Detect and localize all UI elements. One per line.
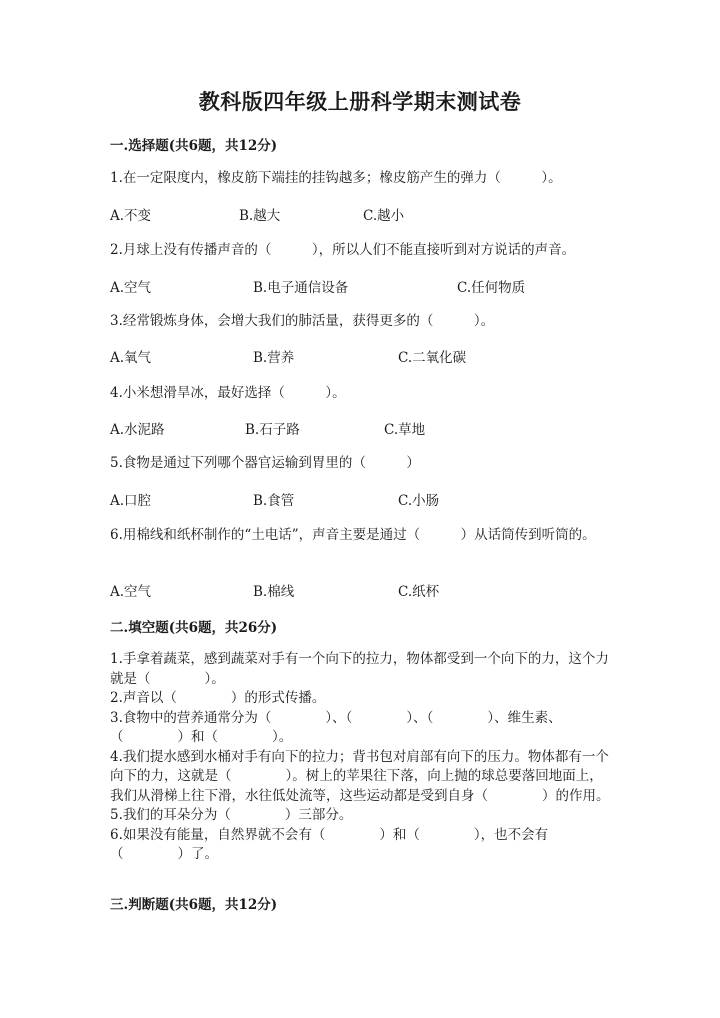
fill-item-6: 6.如果没有能量，自然界就不会有（ ）和（ ），也不会有（ ）了。 — [110, 826, 549, 862]
section-3-heading: 三.判断题(共6题，共12分) — [110, 897, 278, 913]
fill-item-3: 3.食物中的营养通常分为（ ）、（ ）、（ ）、维生素、（ ）和（ ）。 — [110, 709, 562, 745]
option-c: C.纸杯 — [398, 584, 440, 600]
option-c: C.越小 — [363, 208, 405, 224]
fill-item-1: 1.手拿着蔬菜，感到蔬菜对手有一个向下的拉力，物体都受到一个向下的力，这个力就是（ ）。 — [110, 651, 609, 687]
option-c: C.小肠 — [398, 493, 440, 509]
question-1: 1.在一定限度内，橡皮筋下端挂的挂钩越多；橡皮筋产生的弹力（ ）。 — [110, 170, 562, 186]
option-c: C.二氧化碳 — [398, 350, 467, 366]
option-b: B.食管 — [253, 493, 295, 509]
option-a: A.氧气 — [110, 350, 152, 366]
question-3-options — [110, 346, 612, 366]
option-a: A.不变 — [110, 208, 152, 224]
option-a: A.空气 — [110, 584, 152, 600]
option-c: C.任何物质 — [457, 280, 526, 296]
option-b: B.石子路 — [245, 422, 300, 438]
exam-title: 教科版四年级上册科学期末测试卷 — [198, 89, 522, 114]
question-2-options — [110, 276, 612, 296]
option-a: A.口腔 — [110, 493, 152, 509]
option-b: B.电子通信设备 — [253, 280, 349, 296]
option-b: B.越大 — [239, 208, 281, 224]
fill-item-4: 4.我们提水感到水桶对手有向下的拉力；背书包对肩部有向下的压力。物体都有一个向下的力，这就是（ ）。树上的苹果往下落，向上抛的球总要落回地面上，我们从滑梯上往下滑，水往低处流等，这些运动都是受到自身（ ）的作用。 — [110, 748, 610, 804]
fill-item-2: 2.声音以（ ）的形式传播。 — [110, 690, 326, 706]
question-4-options — [110, 418, 612, 438]
question-5: 5.食物是通过下列哪个器官运输到胃里的（ ） — [110, 455, 420, 471]
question-3: 3.经常锻炼身体，会增大我们的肺活量，获得更多的（ ）。 — [110, 313, 495, 329]
section-1-heading: 一.选择题(共6题，共12分) — [110, 138, 278, 154]
question-6: 6.用棉线和纸杯制作的“土电话”，声音主要是通过（ ）从话筒传到听筒的。 — [110, 527, 596, 543]
fill-item-5: 5.我们的耳朵分为（ ）三部分。 — [110, 807, 353, 823]
question-5-options — [110, 489, 612, 509]
section-2-heading: 二.填空题(共6题，共26分) — [110, 620, 278, 636]
option-c: C.草地 — [384, 422, 426, 438]
option-b: B.营养 — [253, 350, 295, 366]
option-a: A.空气 — [110, 280, 152, 296]
question-1-options — [110, 204, 612, 224]
question-4: 4.小米想滑旱冰，最好选择（ ）。 — [110, 385, 346, 401]
option-a: A.水泥路 — [110, 422, 165, 438]
question-2: 2.月球上没有传播声音的（ ），所以人们不能直接听到对方说话的声音。 — [110, 242, 576, 258]
fill-in-list — [110, 650, 610, 865]
option-b: B.棉线 — [253, 584, 295, 600]
question-6-options — [110, 580, 612, 600]
